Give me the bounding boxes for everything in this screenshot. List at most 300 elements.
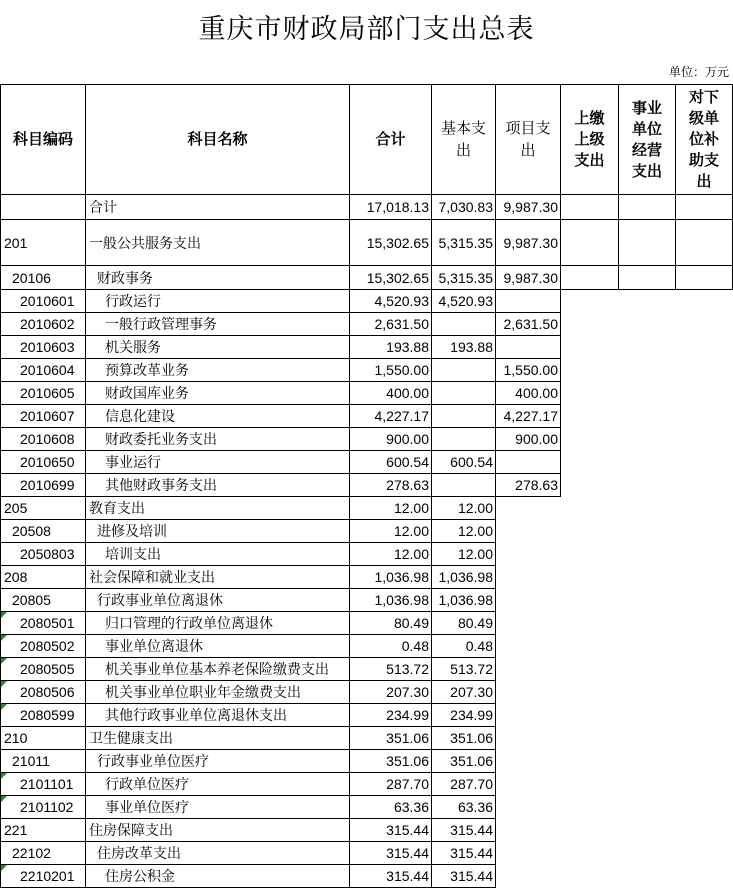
total-amount-cell <box>350 773 432 796</box>
remit-upper-cell <box>561 290 619 313</box>
project-expenditure-cell <box>496 566 561 589</box>
total-amount-text: 15,302.65 <box>366 269 429 286</box>
business-operation-cell <box>619 681 676 704</box>
basic-expenditure-text: 4,520.93 <box>438 293 493 309</box>
subject-code-text: 2080599 <box>20 707 75 723</box>
basic-expenditure-cell <box>432 359 496 382</box>
subject-code-cell <box>1 658 86 681</box>
project-expenditure-text: 9,987.30 <box>503 199 558 215</box>
business-operation-cell <box>619 589 676 612</box>
basic-expenditure-text: 5,315.35 <box>438 269 493 286</box>
business-operation-cell <box>619 195 676 220</box>
subject-code-cell <box>1 195 86 220</box>
page-title: 重庆市财政局部门支出总表 <box>198 14 535 45</box>
remit-upper-cell <box>561 658 619 681</box>
total-amount-cell <box>350 336 432 359</box>
subsidy-lower-cell <box>676 195 733 220</box>
basic-expenditure-cell <box>432 428 496 451</box>
subject-name-cell <box>86 220 350 266</box>
remit-upper-cell <box>561 405 619 428</box>
subject-name-cell <box>86 474 350 497</box>
business-operation-cell <box>619 497 676 520</box>
subject-name-text: 进修及培训 <box>97 523 167 539</box>
total-amount-text: 12.00 <box>393 500 429 516</box>
subject-name-cell <box>86 566 350 589</box>
subject-name-text: 归口管理的行政单位离退休 <box>105 615 273 631</box>
total-amount-text: 600.54 <box>386 454 429 470</box>
subject-code-text: 20805 <box>12 592 51 608</box>
project-expenditure-cell <box>496 796 561 819</box>
total-amount-text: 2,631.50 <box>374 316 429 332</box>
subject-name-cell <box>86 612 350 635</box>
subject-code-cell <box>1 359 86 382</box>
subject-name-text: 教育支出 <box>89 500 145 516</box>
project-expenditure-cell <box>496 451 561 474</box>
subsidy-lower-cell <box>676 612 733 635</box>
subject-name-text: 一般公共服务支出 <box>89 234 201 251</box>
business-operation-cell <box>619 336 676 359</box>
subject-code-text: 2010699 <box>20 477 75 493</box>
basic-expenditure-cell <box>432 520 496 543</box>
remit-upper-cell <box>561 589 619 612</box>
business-operation-cell <box>619 405 676 428</box>
total-amount-text: 1,036.98 <box>374 592 429 608</box>
total-amount-cell <box>350 543 432 566</box>
error-indicator-icon <box>1 704 7 710</box>
project-expenditure-cell <box>496 313 561 336</box>
total-amount-cell <box>350 635 432 658</box>
column-header-name-label: 科目名称 <box>187 131 248 148</box>
subsidy-lower-cell <box>676 359 733 382</box>
subject-name-cell <box>86 405 350 428</box>
subject-name-text: 机关事业单位基本养老保险缴费支出 <box>105 661 329 677</box>
subject-code-text: 2010608 <box>20 431 75 447</box>
basic-expenditure-cell <box>432 451 496 474</box>
basic-expenditure-text: 1,036.98 <box>438 592 493 608</box>
subject-name-cell <box>86 266 350 290</box>
subject-code-cell <box>1 451 86 474</box>
basic-expenditure-text: 5,315.35 <box>438 234 493 251</box>
expenditure-table <box>0 84 733 888</box>
column-header-code-label: 科目编码 <box>12 131 73 148</box>
remit-upper-cell <box>561 520 619 543</box>
subject-name-text: 事业运行 <box>105 454 161 470</box>
project-expenditure-text: 4,227.17 <box>503 408 558 424</box>
subject-name-text: 卫生健康支出 <box>89 730 173 746</box>
subject-name-cell <box>86 681 350 704</box>
basic-expenditure-text: 63.36 <box>457 799 493 815</box>
subject-code-cell <box>1 865 86 888</box>
remit-upper-cell <box>561 727 619 750</box>
basic-expenditure-text: 0.48 <box>465 638 493 654</box>
subject-name-text: 其他行政事业单位离退休支出 <box>105 707 287 723</box>
total-amount-cell <box>350 497 432 520</box>
subject-name-cell <box>86 842 350 865</box>
subsidy-lower-cell <box>676 520 733 543</box>
total-amount-text: 15,302.65 <box>366 234 429 251</box>
subsidy-lower-cell <box>676 566 733 589</box>
project-expenditure-cell <box>496 635 561 658</box>
basic-expenditure-text: 193.88 <box>450 339 493 355</box>
total-amount-cell <box>350 750 432 773</box>
basic-expenditure-text: 600.54 <box>450 454 493 470</box>
subsidy-lower-cell <box>676 750 733 773</box>
project-expenditure-cell <box>496 359 561 382</box>
subject-name-cell <box>86 796 350 819</box>
total-amount-cell <box>350 566 432 589</box>
business-operation-cell <box>619 382 676 405</box>
subject-name-cell <box>86 428 350 451</box>
subject-code-cell <box>1 819 86 842</box>
subject-code-text: 2010603 <box>20 339 75 355</box>
subject-name-cell <box>86 451 350 474</box>
basic-expenditure-cell <box>432 266 496 290</box>
basic-expenditure-cell <box>432 727 496 750</box>
subject-code-text: 22102 <box>12 845 51 861</box>
subject-name-text: 事业单位离退休 <box>105 638 203 654</box>
subsidy-lower-cell <box>676 220 733 266</box>
total-amount-text: 17,018.13 <box>366 199 429 215</box>
business-operation-cell <box>619 359 676 382</box>
subject-name-cell <box>86 497 350 520</box>
remit-upper-cell <box>561 428 619 451</box>
business-operation-cell <box>619 727 676 750</box>
business-operation-cell <box>619 796 676 819</box>
subject-code-text: 2080502 <box>20 638 75 654</box>
business-operation-cell <box>619 750 676 773</box>
subject-code-text: 21011 <box>12 753 50 769</box>
total-amount-cell <box>350 865 432 888</box>
subject-code-text: 208 <box>4 569 28 585</box>
total-amount-cell <box>350 405 432 428</box>
basic-expenditure-cell <box>432 543 496 566</box>
basic-expenditure-text: 207.30 <box>450 684 493 700</box>
column-header-subsidy-lower <box>676 85 733 195</box>
subject-name-cell <box>86 336 350 359</box>
project-expenditure-cell <box>496 704 561 727</box>
column-header-remit-upper-label: 上缴上级支出 <box>574 110 605 169</box>
project-expenditure-cell <box>496 543 561 566</box>
subject-name-text: 行政运行 <box>105 293 161 309</box>
subject-name-text: 财政事务 <box>97 269 153 286</box>
subject-code-text: 20106 <box>12 269 51 286</box>
subject-code-cell <box>1 612 86 635</box>
project-expenditure-cell <box>496 405 561 428</box>
business-operation-cell <box>619 658 676 681</box>
remit-upper-cell <box>561 336 619 359</box>
business-operation-cell <box>619 428 676 451</box>
basic-expenditure-cell <box>432 612 496 635</box>
basic-expenditure-cell <box>432 750 496 773</box>
subject-name-cell <box>86 520 350 543</box>
subsidy-lower-cell <box>676 313 733 336</box>
subject-name-cell <box>86 658 350 681</box>
business-operation-cell <box>619 290 676 313</box>
basic-expenditure-text: 351.06 <box>450 753 493 769</box>
total-amount-text: 315.44 <box>386 868 429 884</box>
basic-expenditure-text: 234.99 <box>450 707 493 723</box>
basic-expenditure-text: 315.44 <box>450 845 493 861</box>
remit-upper-cell <box>561 704 619 727</box>
column-header-business <box>619 85 676 195</box>
basic-expenditure-text: 7,030.83 <box>438 199 493 215</box>
column-header-code <box>1 85 86 195</box>
subject-name-text: 社会保障和就业支出 <box>89 569 215 585</box>
error-indicator-icon <box>1 612 7 618</box>
remit-upper-cell <box>561 865 619 888</box>
remit-upper-cell <box>561 359 619 382</box>
column-header-project <box>496 85 561 195</box>
subsidy-lower-cell <box>676 842 733 865</box>
total-amount-text: 513.72 <box>386 661 429 677</box>
basic-expenditure-cell <box>432 658 496 681</box>
project-expenditure-cell <box>496 195 561 220</box>
project-expenditure-text: 9,987.30 <box>503 234 558 251</box>
error-indicator-icon <box>1 635 7 641</box>
total-amount-cell <box>350 266 432 290</box>
subject-name-text: 行政事业单位医疗 <box>97 753 209 769</box>
subsidy-lower-cell <box>676 497 733 520</box>
business-operation-cell <box>619 474 676 497</box>
subject-name-text: 事业单位医疗 <box>105 799 189 815</box>
project-expenditure-text: 400.00 <box>515 385 558 401</box>
subject-code-text: 20508 <box>12 523 51 539</box>
subject-name-cell <box>86 635 350 658</box>
project-expenditure-cell <box>496 842 561 865</box>
subject-name-cell <box>86 865 350 888</box>
total-amount-text: 80.49 <box>393 615 429 631</box>
project-expenditure-cell <box>496 290 561 313</box>
subject-name-cell <box>86 773 350 796</box>
basic-expenditure-text: 1,036.98 <box>438 569 493 585</box>
business-operation-cell <box>619 451 676 474</box>
subject-code-cell <box>1 635 86 658</box>
subject-name-text: 合计 <box>89 199 117 215</box>
subject-name-text: 财政委托业务支出 <box>105 431 217 447</box>
total-amount-text: 63.36 <box>393 799 429 815</box>
subject-code-cell <box>1 266 86 290</box>
basic-expenditure-text: 12.00 <box>457 500 493 516</box>
business-operation-cell <box>619 520 676 543</box>
unit-label: 单位：万元 <box>668 65 729 79</box>
business-operation-cell <box>619 612 676 635</box>
project-expenditure-text: 2,631.50 <box>503 316 558 332</box>
remit-upper-cell <box>561 474 619 497</box>
basic-expenditure-cell <box>432 704 496 727</box>
subject-code-cell <box>1 750 86 773</box>
subject-code-cell <box>1 566 86 589</box>
total-amount-cell <box>350 612 432 635</box>
basic-expenditure-cell <box>432 635 496 658</box>
subject-name-cell <box>86 750 350 773</box>
business-operation-cell <box>619 566 676 589</box>
basic-expenditure-cell <box>432 796 496 819</box>
remit-upper-cell <box>561 220 619 266</box>
basic-expenditure-text: 315.44 <box>450 822 493 838</box>
subject-name-cell <box>86 359 350 382</box>
total-amount-text: 207.30 <box>386 684 429 700</box>
business-operation-cell <box>619 842 676 865</box>
subject-name-text: 住房保障支出 <box>89 822 173 838</box>
business-operation-cell <box>619 635 676 658</box>
project-expenditure-cell <box>496 727 561 750</box>
subject-code-cell <box>1 543 86 566</box>
subject-code-cell <box>1 727 86 750</box>
subsidy-lower-cell <box>676 543 733 566</box>
subject-code-text: 2010604 <box>20 362 75 378</box>
total-amount-cell <box>350 382 432 405</box>
project-expenditure-cell <box>496 589 561 612</box>
remit-upper-cell <box>561 750 619 773</box>
error-indicator-icon <box>1 681 7 687</box>
subject-code-text: 201 <box>4 234 28 251</box>
total-amount-text: 4,520.93 <box>374 293 429 309</box>
total-amount-text: 400.00 <box>386 385 429 401</box>
column-header-business-label: 事业单位经营支出 <box>631 99 662 180</box>
basic-expenditure-cell <box>432 773 496 796</box>
subject-name-text: 行政单位医疗 <box>105 776 189 792</box>
total-amount-cell <box>350 290 432 313</box>
basic-expenditure-text: 513.72 <box>450 661 493 677</box>
project-expenditure-cell <box>496 220 561 266</box>
basic-expenditure-cell <box>432 382 496 405</box>
subject-name-text: 信息化建设 <box>105 408 175 424</box>
subsidy-lower-cell <box>676 796 733 819</box>
basic-expenditure-cell <box>432 842 496 865</box>
subsidy-lower-cell <box>676 382 733 405</box>
basic-expenditure-text: 12.00 <box>457 546 493 562</box>
basic-expenditure-text: 315.44 <box>450 868 493 884</box>
remit-upper-cell <box>561 773 619 796</box>
project-expenditure-cell <box>496 474 561 497</box>
total-amount-cell <box>350 474 432 497</box>
basic-expenditure-cell <box>432 290 496 313</box>
subject-code-cell <box>1 474 86 497</box>
total-amount-text: 0.48 <box>401 638 429 654</box>
total-amount-text: 12.00 <box>393 546 429 562</box>
subsidy-lower-cell <box>676 451 733 474</box>
total-amount-cell <box>350 704 432 727</box>
business-operation-cell <box>619 819 676 842</box>
remit-upper-cell <box>561 681 619 704</box>
subsidy-lower-cell <box>676 681 733 704</box>
remit-upper-cell <box>561 313 619 336</box>
subsidy-lower-cell <box>676 773 733 796</box>
column-header-basic-label: 基本支出 <box>440 119 486 159</box>
total-amount-cell <box>350 451 432 474</box>
subject-name-text: 机关事业单位职业年金缴费支出 <box>105 684 301 700</box>
subject-code-text: 221 <box>4 822 28 838</box>
subject-code-text: 2080501 <box>20 615 75 631</box>
subject-code-text: 2050803 <box>20 546 75 562</box>
business-operation-cell <box>619 773 676 796</box>
total-amount-cell <box>350 842 432 865</box>
total-amount-text: 900.00 <box>386 431 429 447</box>
subject-code-cell <box>1 336 86 359</box>
column-header-basic <box>432 85 496 195</box>
subject-name-cell <box>86 195 350 220</box>
remit-upper-cell <box>561 635 619 658</box>
business-operation-cell <box>619 704 676 727</box>
subsidy-lower-cell <box>676 336 733 359</box>
subject-code-cell <box>1 796 86 819</box>
subject-name-text: 培训支出 <box>105 546 161 562</box>
total-amount-cell <box>350 589 432 612</box>
basic-expenditure-cell <box>432 681 496 704</box>
error-indicator-icon <box>1 865 7 871</box>
column-header-total-label: 合计 <box>375 131 406 148</box>
total-amount-text: 12.00 <box>393 523 429 539</box>
subject-name-text: 一般行政管理事务 <box>105 316 217 332</box>
subject-code-cell <box>1 313 86 336</box>
total-amount-cell <box>350 796 432 819</box>
total-amount-cell <box>350 520 432 543</box>
basic-expenditure-cell <box>432 589 496 612</box>
subject-code-text: 2210201 <box>20 868 75 884</box>
project-expenditure-cell <box>496 819 561 842</box>
subject-code-cell <box>1 704 86 727</box>
subject-code-cell <box>1 681 86 704</box>
subsidy-lower-cell <box>676 405 733 428</box>
remit-upper-cell <box>561 382 619 405</box>
subject-code-cell <box>1 290 86 313</box>
project-expenditure-text: 9,987.30 <box>503 269 558 286</box>
basic-expenditure-cell <box>432 497 496 520</box>
basic-expenditure-text: 80.49 <box>457 615 493 631</box>
subject-name-text: 机关服务 <box>105 339 161 355</box>
total-amount-text: 351.06 <box>386 753 429 769</box>
basic-expenditure-cell <box>432 313 496 336</box>
project-expenditure-cell <box>496 336 561 359</box>
column-header-subsidy-lower-label: 对下级单位补助支出 <box>688 89 719 190</box>
total-amount-text: 4,227.17 <box>374 408 429 424</box>
basic-expenditure-cell <box>432 336 496 359</box>
subject-code-text: 2101102 <box>20 799 74 815</box>
subject-name-text: 财政国库业务 <box>105 385 189 401</box>
subject-code-cell <box>1 773 86 796</box>
total-amount-text: 1,036.98 <box>374 569 429 585</box>
remit-upper-cell <box>561 796 619 819</box>
total-amount-cell <box>350 359 432 382</box>
remit-upper-cell <box>561 566 619 589</box>
subject-name-text: 其他财政事务支出 <box>105 477 217 493</box>
subject-code-text: 205 <box>4 500 28 516</box>
basic-expenditure-text: 287.70 <box>450 776 493 792</box>
subject-code-text: 2010605 <box>20 385 75 401</box>
subject-code-text: 2010602 <box>20 316 75 332</box>
remit-upper-cell <box>561 612 619 635</box>
column-header-remit-upper <box>561 85 619 195</box>
subject-name-cell <box>86 290 350 313</box>
subsidy-lower-cell <box>676 865 733 888</box>
business-operation-cell <box>619 266 676 290</box>
total-amount-cell <box>350 195 432 220</box>
subject-name-text: 住房公积金 <box>105 868 175 884</box>
project-expenditure-cell <box>496 658 561 681</box>
subject-code-cell <box>1 220 86 266</box>
remit-upper-cell <box>561 819 619 842</box>
basic-expenditure-cell <box>432 405 496 428</box>
subsidy-lower-cell <box>676 658 733 681</box>
basic-expenditure-text: 351.06 <box>450 730 493 746</box>
project-expenditure-cell <box>496 773 561 796</box>
project-expenditure-cell <box>496 612 561 635</box>
project-expenditure-cell <box>496 681 561 704</box>
subject-code-cell <box>1 842 86 865</box>
subject-name-text: 行政事业单位离退休 <box>97 592 223 608</box>
total-amount-cell <box>350 313 432 336</box>
project-expenditure-cell <box>496 865 561 888</box>
